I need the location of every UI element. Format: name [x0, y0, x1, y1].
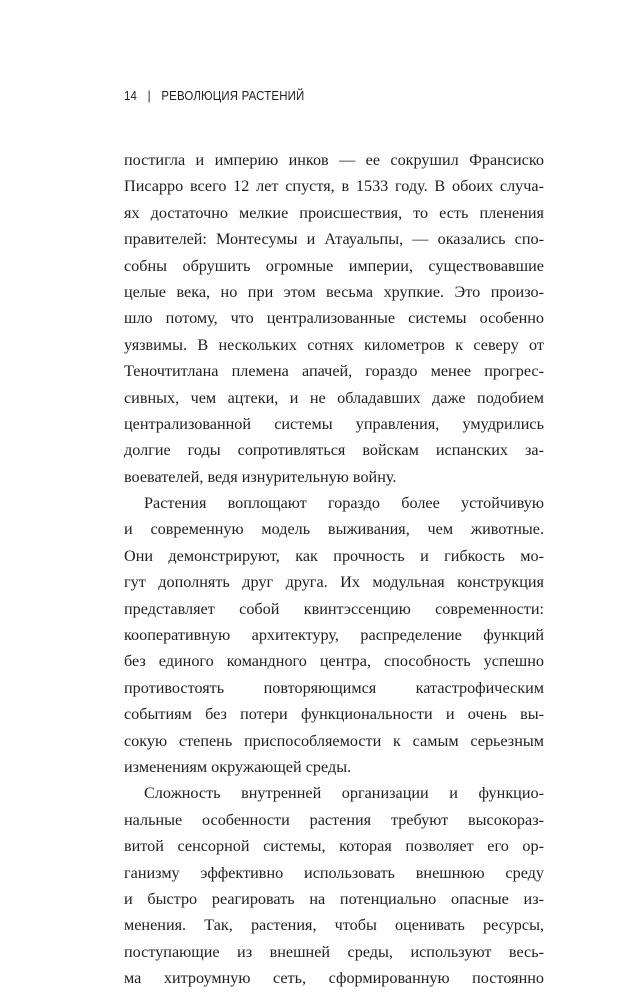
text-line: уязвимы. В нескольких сотнях километров к северу от: [124, 335, 544, 354]
text-line: долгие годы сопротивляться войскам испанских за-: [124, 441, 544, 460]
text-line: противостоять повторяющимся катастрофическим: [124, 678, 544, 697]
text-line: Теночтитлана племена апачей, гораздо менее прогрес-: [124, 362, 544, 381]
text-line: менения. Так, растения, чтобы оценивать ресурсы,: [124, 916, 544, 935]
text-line: ях достаточно мелкие происшествия, то есть пленения: [124, 203, 544, 222]
page-number: 14: [124, 88, 138, 103]
text-line: сивных, чем ацтеки, и не обладавших даже подобием: [124, 388, 544, 407]
text-line: централизованной системы управления, умудрились: [124, 414, 544, 433]
text-line: ганизму эффективно использовать внешнюю среду: [124, 863, 544, 882]
text-line: Растения воплощают гораздо более устойчивую: [144, 494, 544, 513]
text-line: Писарро всего 12 лет спустя, в 1533 году. В обоих случа-: [124, 177, 544, 196]
text-line: поступающие из внешней среды, используют весь-: [124, 942, 544, 961]
text-line: Сложность внутренней организации и функцио-: [144, 784, 544, 803]
body-text: [124, 147, 544, 992]
book-title: РЕВОЛЮЦИЯ РАСТЕНИЙ: [161, 88, 305, 103]
text-line: изменениям окружающей среды.: [124, 757, 352, 776]
text-line: Они демонстрируют, как прочность и гибкость мо-: [124, 546, 544, 565]
text-line: нальные особенности растения требуют высокораз-: [124, 810, 544, 829]
paragraph: [124, 490, 544, 780]
text-line: целые века, но при этом весьма хрупкие. Это произо-: [124, 282, 544, 301]
text-line: сокую степень приспособляемости к самым серьезным: [124, 731, 544, 750]
text-line: и современную модель выживания, чем животные.: [124, 520, 544, 539]
text-line: правителей: Монтесумы и Атауальпы, — оказались спо-: [124, 230, 544, 249]
text-line: представляет собой квинтэссенцию современности:: [124, 599, 544, 618]
paragraph: [124, 780, 544, 991]
text-line: шло потому, что централизованные системы особенно: [124, 309, 544, 328]
text-line: собны обрушить огромные империи, существовавшие: [124, 256, 544, 275]
header-separator: |: [147, 88, 151, 103]
text-line: воевателей, ведя изнурительную войну.: [124, 467, 397, 486]
running-head: [124, 88, 304, 103]
text-line: событиям без потери функциональности и очень вы-: [124, 705, 544, 724]
text-line: гут дополнять друг друга. Их модульная конструкция: [124, 573, 544, 592]
text-line: витой сенсорной системы, которая позволяет его ор-: [124, 837, 544, 856]
text-line: ма хитроумную сеть, сформированную постоянно: [124, 969, 544, 988]
paragraph: [124, 147, 544, 490]
text-line: без единого командного центра, способность успешно: [124, 652, 544, 671]
text-line: постигла и империю инков — ее сокрушил Франсиско: [124, 151, 544, 169]
text-line: кооперативную архитектуру, распределение функций: [124, 626, 544, 645]
text-line: и быстро реагировать на потенциально опасные из-: [124, 889, 544, 908]
